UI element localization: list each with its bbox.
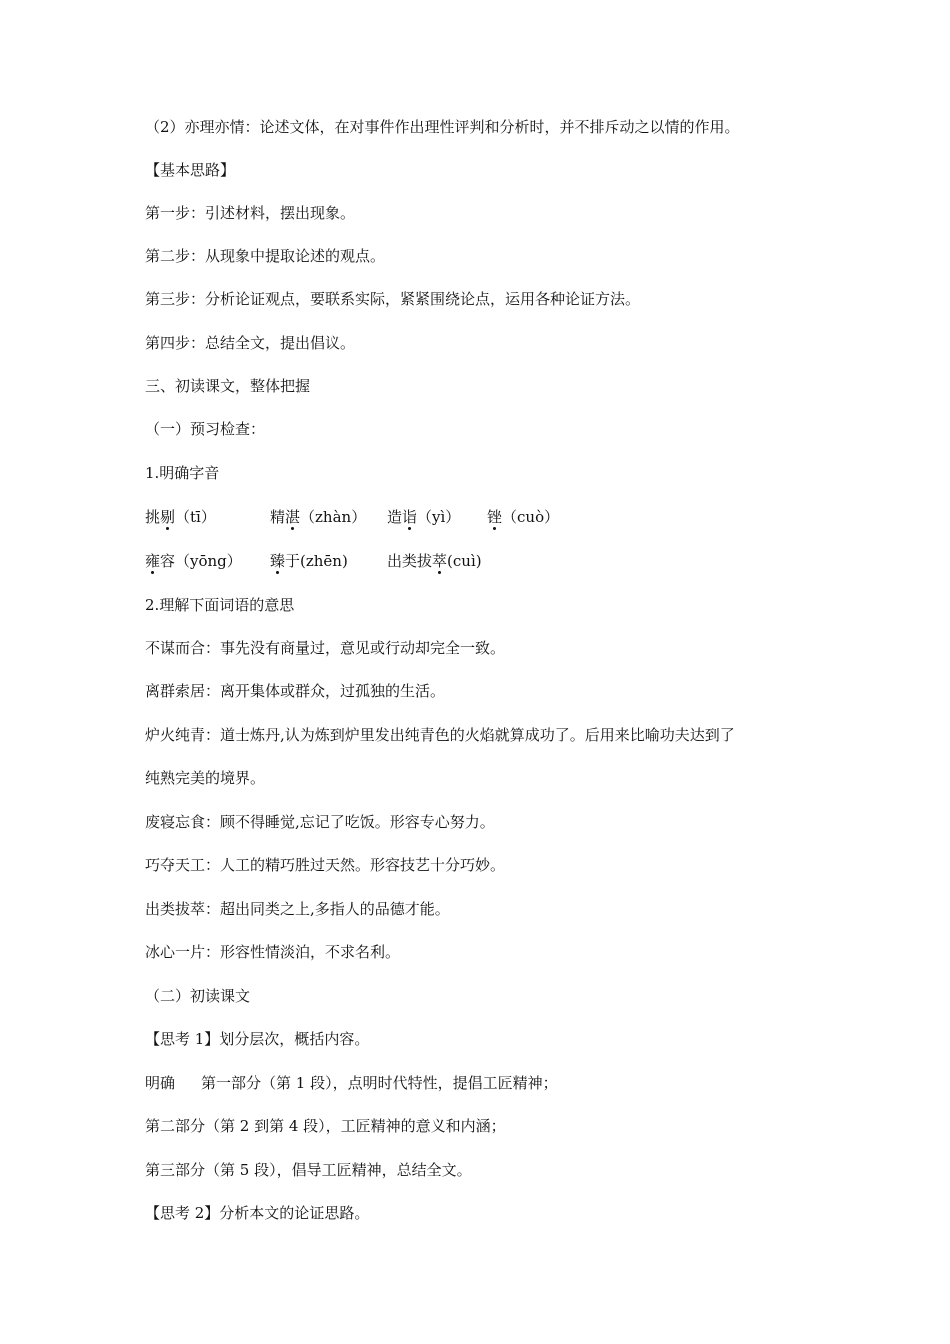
step-three: 第三步：分析论证观点，要联系实际，紧紧围绕论点，运用各种论证方法。 bbox=[145, 290, 641, 308]
answer-label: 明确 bbox=[145, 1074, 176, 1092]
pinyin-prefix: 挑 bbox=[145, 508, 161, 526]
question-two: 【思考 2】分析本文的论证思路。 bbox=[145, 1204, 370, 1222]
dotted-character: 萃 bbox=[432, 552, 448, 570]
dotted-character: 锉 bbox=[487, 508, 503, 526]
answer-part-one-text: 第一部分（第 1 段），点明时代特性，提倡工匠精神； bbox=[201, 1074, 558, 1092]
pinyin-prefix: 出类拔 bbox=[387, 552, 433, 570]
subsection-preview-check: （一）预习检查： bbox=[145, 420, 266, 438]
item-pronunciation: 1.明确字音 bbox=[145, 464, 220, 482]
pinyin-entry bbox=[270, 550, 348, 572]
pinyin-prefix: 精 bbox=[270, 508, 286, 526]
dotted-character: 臻 bbox=[270, 552, 286, 570]
pinyin-entry bbox=[387, 506, 460, 528]
definition-bumou-erhe: 不谋而合：事先没有商量过，意见或行动却完全一致。 bbox=[145, 639, 506, 657]
subsection-first-reading: （二）初读课文 bbox=[145, 987, 251, 1005]
section-heading-first-reading: 三、初读课文，整体把握 bbox=[145, 377, 311, 395]
dotted-character: 雍 bbox=[145, 552, 161, 570]
definition-luhuo-chunqing-cont: 纯熟完美的境界。 bbox=[145, 769, 266, 787]
definition-liqun-suoju: 离群索居：离开集体或群众，过孤独的生活。 bbox=[145, 682, 446, 700]
step-one: 第一步：引述材料，摆出现象。 bbox=[145, 204, 356, 222]
answer-part-three: 第三部分（第 5 段），倡导工匠精神，总结全文。 bbox=[145, 1161, 472, 1179]
pinyin-reading: （tī） bbox=[175, 508, 216, 526]
paragraph-argument-emotion: （2）亦理亦情：论述文体，在对事件作出理性评判和分析时，并不排斥动之以情的作用。 bbox=[145, 118, 740, 136]
pinyin-entry bbox=[145, 506, 216, 528]
pinyin-entry bbox=[387, 550, 482, 572]
pinyin-reading: （yì） bbox=[417, 508, 461, 526]
pinyin-reading: 容（yōng） bbox=[160, 552, 242, 570]
definition-qiaoduo-tiangong: 巧夺天工：人工的精巧胜过天然。形容技艺十分巧妙。 bbox=[145, 856, 506, 874]
step-four: 第四步：总结全文，提出倡议。 bbox=[145, 334, 356, 352]
answer-part-two: 第二部分（第 2 到第 4 段），工匠精神的意义和内涵； bbox=[145, 1117, 506, 1135]
pinyin-entry bbox=[145, 550, 242, 572]
dotted-character: 诣 bbox=[402, 508, 418, 526]
definition-luhuo-chunqing: 炉火纯青：道士炼丹,认为炼到炉里发出纯青色的火焰就算成功了。后用来比喻功夫达到了 bbox=[145, 726, 735, 744]
question-one: 【思考 1】划分层次，概括内容。 bbox=[145, 1030, 370, 1048]
dotted-character: 剔 bbox=[160, 508, 176, 526]
pinyin-prefix: 造 bbox=[387, 508, 403, 526]
dotted-character: 湛 bbox=[285, 508, 301, 526]
definition-feiqin-wangshi: 废寝忘食：顾不得睡觉,忘记了吃饭。形容专心努力。 bbox=[145, 813, 495, 831]
definition-bingxin-yipian: 冰心一片：形容性情淡泊，不求名利。 bbox=[145, 943, 401, 961]
answer-part-one bbox=[145, 1072, 835, 1094]
pinyin-entry bbox=[270, 506, 366, 528]
pinyin-reading: （cuò） bbox=[502, 508, 560, 526]
pinyin-reading: 于(zhēn) bbox=[285, 552, 348, 570]
step-two: 第二步：从现象中提取论述的观点。 bbox=[145, 247, 386, 265]
section-heading-basic-approach: 【基本思路】 bbox=[145, 161, 236, 179]
pinyin-reading: （zhàn） bbox=[300, 508, 367, 526]
pinyin-entry bbox=[487, 506, 559, 528]
item-word-meanings: 2.理解下面词语的意思 bbox=[145, 596, 295, 614]
definition-chulei-bacui: 出类拔萃：超出同类之上,多指人的品德才能。 bbox=[145, 900, 450, 918]
pinyin-reading: (cuì) bbox=[447, 552, 482, 570]
